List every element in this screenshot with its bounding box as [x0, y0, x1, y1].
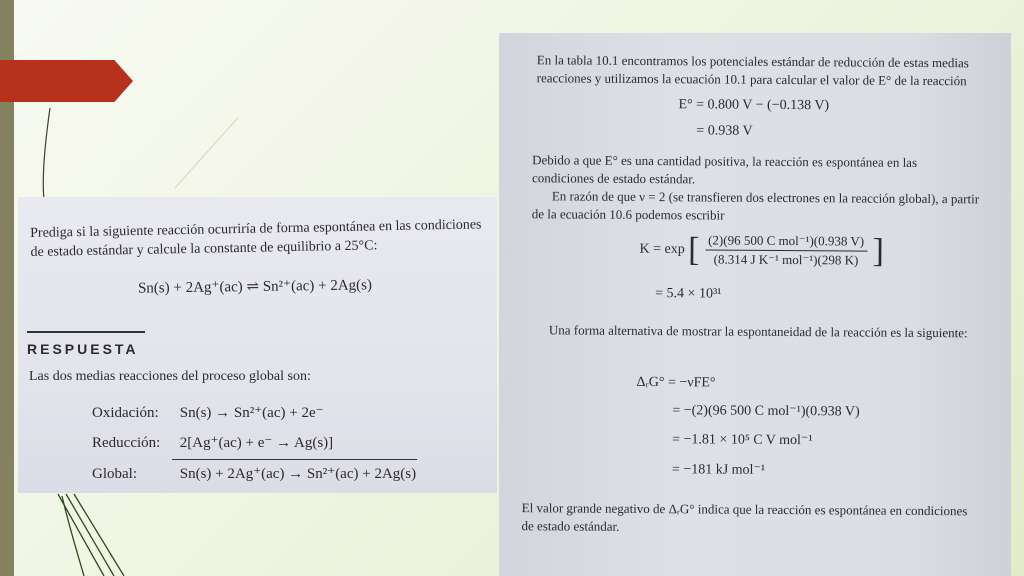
paragraph-alternative: Una forma alternativa de mostrar la espontaneidad de la reacción es la siguiente:	[548, 322, 968, 341]
equation-gibbs: ΔᵣG° = −νFE°	[636, 374, 716, 391]
paragraph-conclusion: El valor grande negativo de ΔᵣG° indica que la reacción es espontánea en condiciones de estado estándar.	[521, 500, 968, 534]
answer-heading: RESPUESTA	[27, 341, 139, 357]
k-numerator: (2)(96 500 C mol⁻¹)(0.938 V)	[705, 232, 867, 251]
row-label: Oxidación:	[92, 405, 159, 421]
oxidation-row	[92, 403, 324, 422]
equation-gibbs-step2: = −1.81 × 10⁵ C V mol⁻¹	[672, 432, 813, 449]
row-expression: Sn(s) → Sn²⁺(ac) + 2e⁻	[179, 405, 324, 421]
paragraph-standard-potentials: En la tabla 10.1 encontramos los potenciales estándar de reducción de estas medias reacciones y utilizamos la ecuación 10.1 para calcular el valor de E° de la reacción	[536, 52, 969, 89]
right-bracket: ]	[872, 232, 885, 270]
equation-k-result: = 5.4 × 10³¹	[655, 286, 722, 302]
left-bracket: [	[688, 230, 700, 268]
row-expression: Sn(s) + 2Ag⁺(ac) → Sn²⁺(ac) + 2Ag(s)	[179, 466, 417, 482]
sum-line	[172, 459, 417, 460]
equation-e-result: = 0.938 V	[696, 123, 753, 139]
photo-left-problem	[18, 197, 497, 493]
half-reactions-intro: Las dos medias reacciones del proceso global son:	[29, 369, 311, 384]
row-expression: 2[Ag⁺(ac) + e⁻ → Ag(s)]	[179, 435, 334, 451]
k-lhs: K = exp	[639, 241, 685, 258]
problem-statement: Prediga si la siguiente reacción ocurriría de forma espontánea en las condiciones de estado estándar y calcule la constante de equilibrio a 25°C:	[30, 217, 482, 260]
equation-e-cell: E° = 0.800 V − (−0.138 V)	[678, 97, 830, 114]
reduction-row	[92, 433, 333, 452]
paragraph-spontaneous: Debido a que E° es una cantidad positiva, la reacción es espontánea en las condiciones de estado estándar.	[531, 152, 918, 187]
equation-k	[639, 232, 884, 269]
heading-rule	[27, 331, 145, 333]
photo-right-solution	[499, 33, 1011, 576]
row-label: Reducción:	[92, 435, 161, 451]
reaction-equation: Sn(s) + 2Ag⁺(ac) ⇌ Sn²⁺(ac) + 2Ag(s)	[137, 277, 373, 297]
equation-gibbs-result: = −181 kJ mol⁻¹	[671, 462, 766, 478]
row-label: Global:	[92, 466, 137, 482]
paragraph-electrons: En razón de que ν = 2 (se transfieren dos electrones en la reacción global), a partir de la ecuación 10.6 podemos escribir	[531, 188, 980, 223]
equation-gibbs-step1: = −(2)(96 500 C mol⁻¹)(0.938 V)	[672, 403, 860, 420]
global-row	[92, 464, 416, 483]
k-fraction	[705, 232, 867, 268]
title-arrow-shape	[0, 60, 133, 102]
k-denominator: (8.314 J K⁻¹ mol⁻¹)(298 K)	[713, 251, 859, 268]
